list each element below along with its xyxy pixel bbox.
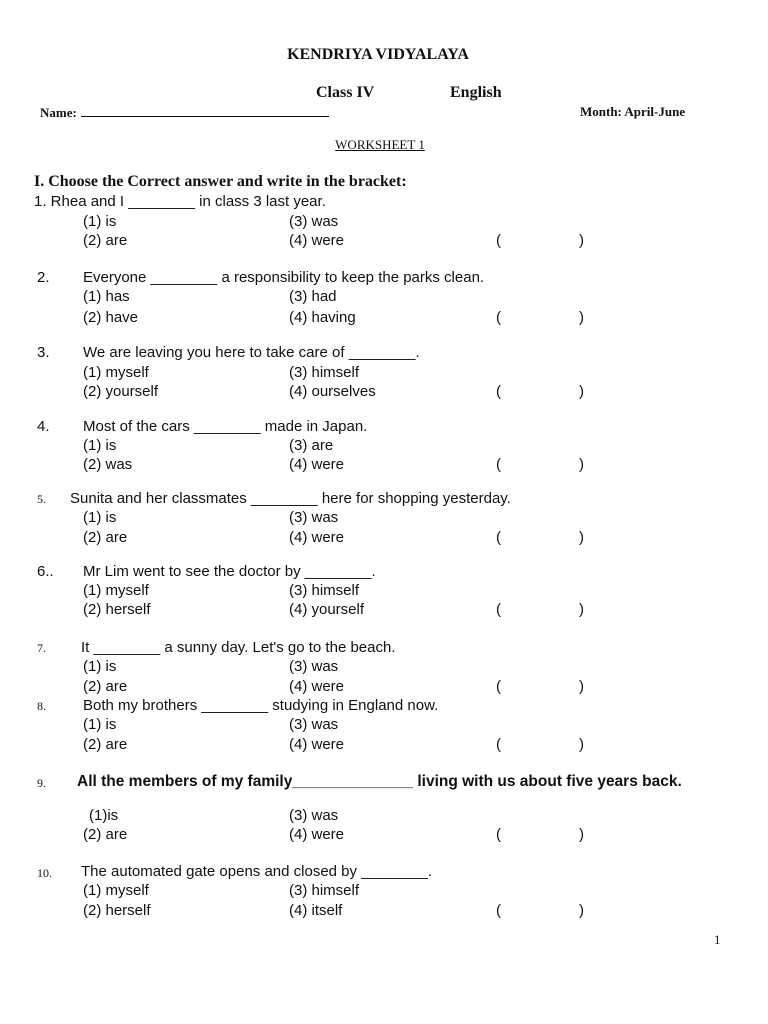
option: (4) were	[289, 826, 345, 843]
option: (1) is	[83, 658, 117, 675]
option: (4) were	[289, 736, 345, 753]
option: (2) was	[83, 456, 133, 473]
option: (2) are	[83, 826, 128, 843]
section-heading: I. Choose the Correct answer and write in the bracket:	[34, 173, 407, 190]
answer-bracket-close: )	[579, 826, 584, 843]
option: (1) has	[83, 288, 130, 305]
question-text: All the members of my family______________ living with us about five years back.	[77, 773, 682, 790]
answer-bracket-open: (	[496, 456, 501, 473]
option: (1) is	[83, 509, 117, 526]
answer-bracket-open: (	[496, 826, 501, 843]
option: (3) was	[289, 716, 339, 733]
question-number: 10.	[37, 866, 52, 880]
question-text: Both my brothers ________ studying in England now.	[83, 697, 439, 714]
question-number: 5.	[37, 492, 46, 506]
question-text: Everyone ________ a responsibility to keep the parks clean.	[83, 269, 485, 286]
option: (4) were	[289, 678, 345, 695]
answer-bracket-close: )	[579, 232, 584, 249]
school-title: KENDRIYA VIDYALAYA	[287, 46, 469, 63]
question-text: The automated gate opens and closed by ________.	[81, 863, 433, 880]
option: (1) myself	[83, 582, 149, 599]
option: (2) are	[83, 678, 128, 695]
question-text: Most of the cars ________ made in Japan.	[83, 418, 368, 435]
question-text: It ________ a sunny day. Let's go to the beach.	[81, 639, 396, 656]
answer-bracket-open: (	[496, 902, 501, 919]
option: (3) had	[289, 288, 337, 305]
option: (4) itself	[289, 902, 343, 919]
answer-bracket-open: (	[496, 309, 501, 326]
name-blank-line	[81, 104, 329, 117]
question-number: 3.	[37, 344, 50, 361]
option: (2) herself	[83, 902, 151, 919]
answer-bracket-close: )	[579, 309, 584, 326]
name-field	[40, 104, 329, 121]
question-text: Mr Lim went to see the doctor by ________.	[83, 563, 376, 580]
option: (3) himself	[289, 364, 360, 381]
option: (2) have	[83, 309, 139, 326]
answer-bracket-open: (	[496, 529, 501, 546]
option: (3) was	[289, 213, 339, 230]
option: (3) himself	[289, 882, 360, 899]
option: (2) herself	[83, 601, 151, 618]
answer-bracket-open: (	[496, 232, 501, 249]
answer-bracket-close: )	[579, 383, 584, 400]
question-number: 4.	[37, 418, 50, 435]
question-number: 8.	[37, 699, 46, 713]
answer-bracket-open: (	[496, 601, 501, 618]
month-label: Month: April-June	[580, 104, 686, 119]
option: (2) yourself	[83, 383, 159, 400]
question-number: 7.	[37, 641, 46, 655]
question-number: 2.	[37, 269, 50, 286]
option: (3) was	[289, 509, 339, 526]
answer-bracket-close: )	[579, 902, 584, 919]
class-label: Class IV	[316, 84, 375, 101]
question-number: 6..	[37, 563, 54, 580]
option: (1) is	[83, 437, 117, 454]
answer-bracket-close: )	[579, 678, 584, 695]
option: (3) was	[289, 658, 339, 675]
name-label: Name:	[40, 105, 77, 120]
answer-bracket-close: )	[579, 601, 584, 618]
option: (3) was	[289, 807, 339, 824]
question-text: 1. Rhea and I ________ in class 3 last year.	[34, 193, 326, 210]
option: (4) having	[289, 309, 356, 326]
option: (2) are	[83, 232, 128, 249]
worksheet-title: WORKSHEET 1	[335, 137, 425, 152]
option: (4) yourself	[289, 601, 365, 618]
option: (2) are	[83, 736, 128, 753]
question-number: 9.	[37, 776, 46, 790]
option: (2) are	[83, 529, 128, 546]
question-text: We are leaving you here to take care of ________.	[83, 344, 420, 361]
question-text: Sunita and her classmates ________ here for shopping yesterday.	[70, 490, 511, 507]
option: (4) were	[289, 232, 345, 249]
answer-bracket-open: (	[496, 383, 501, 400]
option: (1) is	[83, 213, 117, 230]
option: (1) myself	[83, 882, 149, 899]
option: (3) himself	[289, 582, 360, 599]
option: (4) were	[289, 456, 345, 473]
option: (4) were	[289, 529, 345, 546]
option: (1)is	[89, 807, 119, 824]
option: (3) are	[289, 437, 334, 454]
subject-label: English	[450, 84, 502, 101]
option: (4) ourselves	[289, 383, 376, 400]
answer-bracket-open: (	[496, 678, 501, 695]
page-number: 1	[714, 932, 721, 947]
answer-bracket-close: )	[579, 529, 584, 546]
answer-bracket-close: )	[579, 456, 584, 473]
answer-bracket-open: (	[496, 736, 501, 753]
answer-bracket-close: )	[579, 736, 584, 753]
option: (1) myself	[83, 364, 149, 381]
option: (1) is	[83, 716, 117, 733]
